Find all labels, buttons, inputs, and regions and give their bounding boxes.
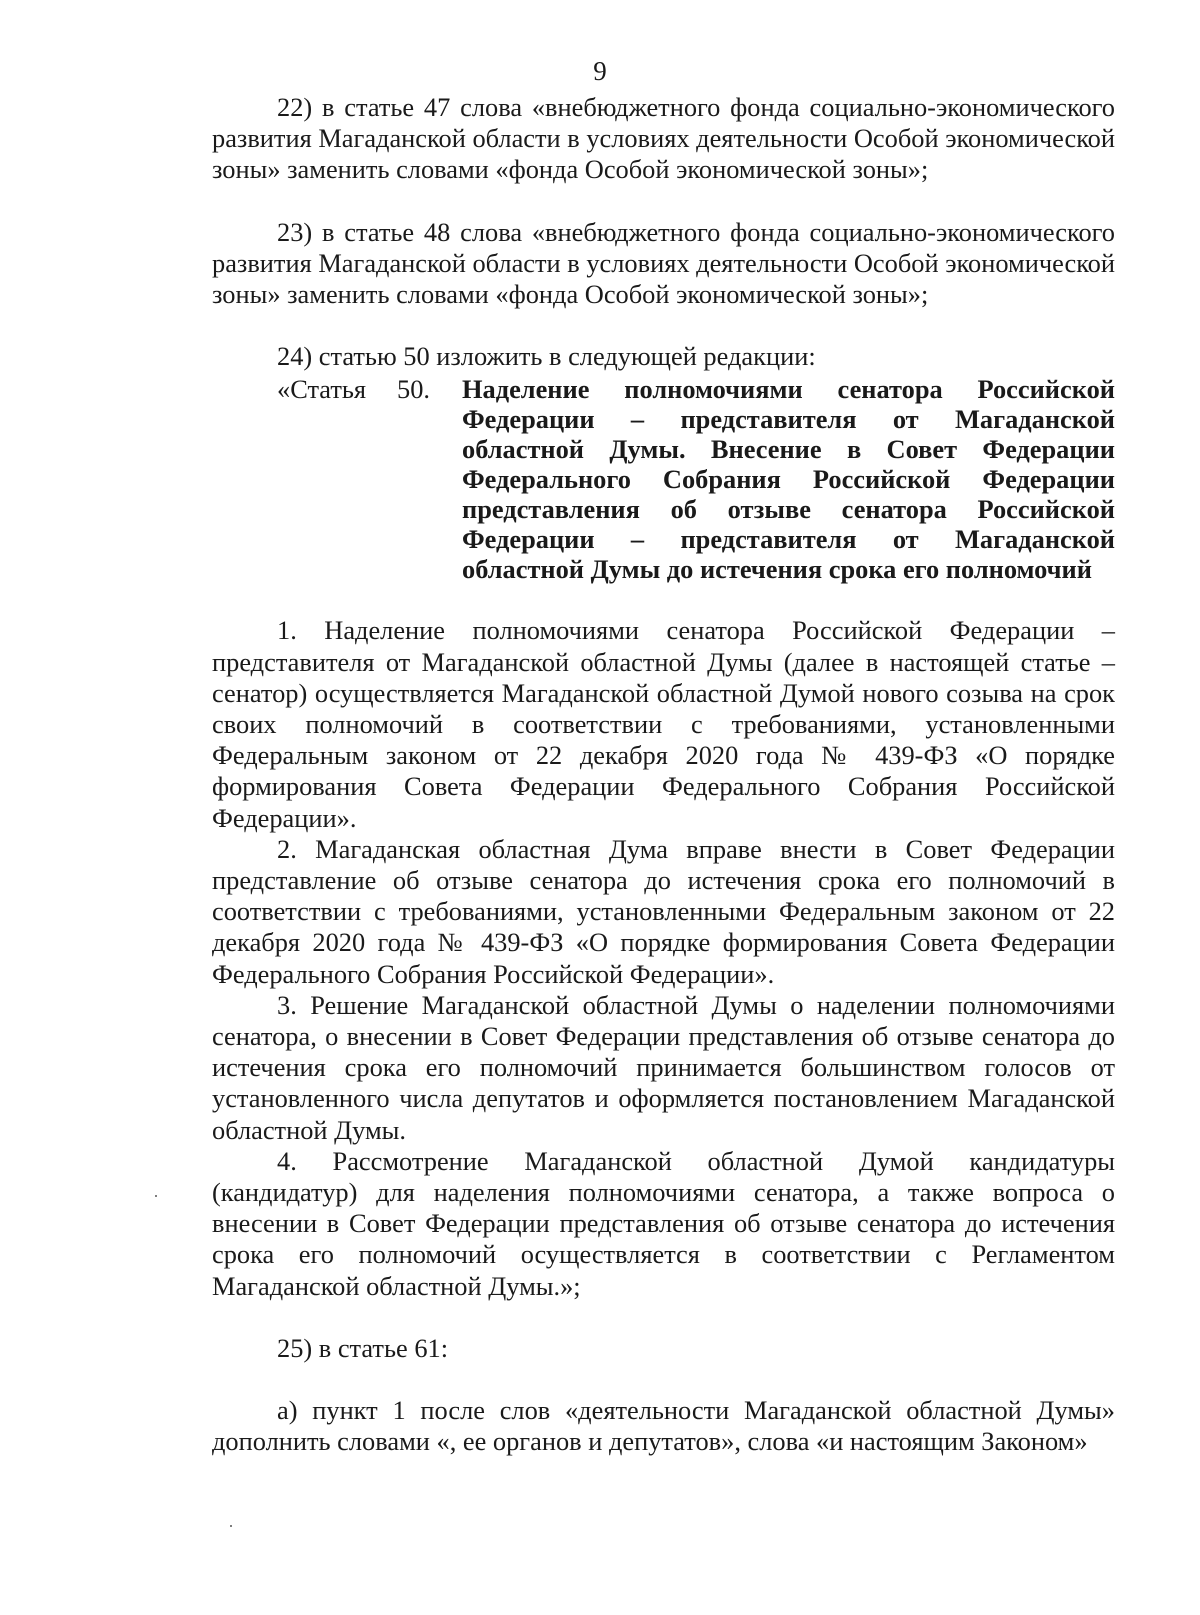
amendment-24: 24) статью 50 изложить в следующей редакции: — [277, 341, 816, 372]
spacer — [212, 1302, 1115, 1333]
spacer — [212, 584, 1115, 615]
article-title: Наделение полномочиями сенатора Российской Федерации – представителя от Магаданской областной Думы. Внесение в Совет Федерации Федерального Собрания Российской Федерации представления об отзыве сенатора Российской Федерации – представителя от Магаданской областной Думы до истечения срока его полномочий — [462, 374, 1115, 585]
spacer — [212, 310, 1115, 341]
spacer — [212, 1364, 1115, 1395]
article-item-3: 3. Решение Магаданской областной Думы о наделении полномочиями сенатора, о внесении в Совет Федерации представления об отзыве сенатора до истечения срока его полномочий принимается большинством голосов от установленного числа депутатов и оформляется постановлением Магаданской областной Думы. — [212, 989, 1115, 1145]
document-body — [212, 92, 1115, 1458]
amendment-25: 25) в статье 61: — [277, 1332, 449, 1363]
article-item-4: 4. Рассмотрение Магаданской областной Думой кандидатуры (кандидатур) для наделения полномочиями сенатора, а также вопроса о внесении в Совет Федерации представления об отзыве сенатора до истечения срока его полномочий осуществляется в соответствии с Регламентом Магаданской областной Думы.»; — [212, 1145, 1115, 1301]
spacer — [212, 186, 1115, 217]
article-prefix-word: «Статья — [277, 374, 367, 405]
scan-speck — [230, 1525, 232, 1527]
article-heading — [277, 374, 1115, 584]
article-prefix — [277, 374, 462, 584]
amendment-22: 22) в статье 47 слова «внебюджетного фонда социально-экономического развития Магаданской области в условиях деятельности Особой экономической зоны» заменить словами «фонда Особой экономической зоны»; — [212, 92, 1115, 185]
article-item-1: 1. Наделение полномочиями сенатора Российской Федерации – представителя от Магаданской областной Думы (далее в настоящей статье – сенатор) осуществляется Магаданской областной Думой нового созыва на срок своих полномочий в соответствии с требованиями, установленными Федеральным законом от 22 декабря 2020 года № 439-ФЗ «О порядке формирования Совета Федерации Федерального Собрания Российской Федерации». — [212, 615, 1115, 833]
scan-speck — [155, 1195, 157, 1197]
amendment-25a: а) пункт 1 после слов «деятельности Магаданской областной Думы» дополнить словами «, ее органов и депутатов», слова «и настоящим Законом» — [212, 1395, 1115, 1457]
article-prefix-number: 50. — [397, 374, 430, 405]
page-number: 9 — [593, 56, 607, 86]
article-item-2: 2. Магаданская областная Дума вправе внести в Совет Федерации представление об отзыве сенатора до истечения срока его полномочий в соответствии с требованиями, установленными Федеральным законом от 22 декабря 2020 года № 439-ФЗ «О порядке формирования Совета Федерации Федерального Собрания Российской Федерации». — [212, 833, 1115, 989]
amendment-23: 23) в статье 48 слова «внебюджетного фонда социально-экономического развития Магаданской области в условиях деятельности Особой экономической зоны» заменить словами «фонда Особой экономической зоны»; — [212, 216, 1115, 310]
